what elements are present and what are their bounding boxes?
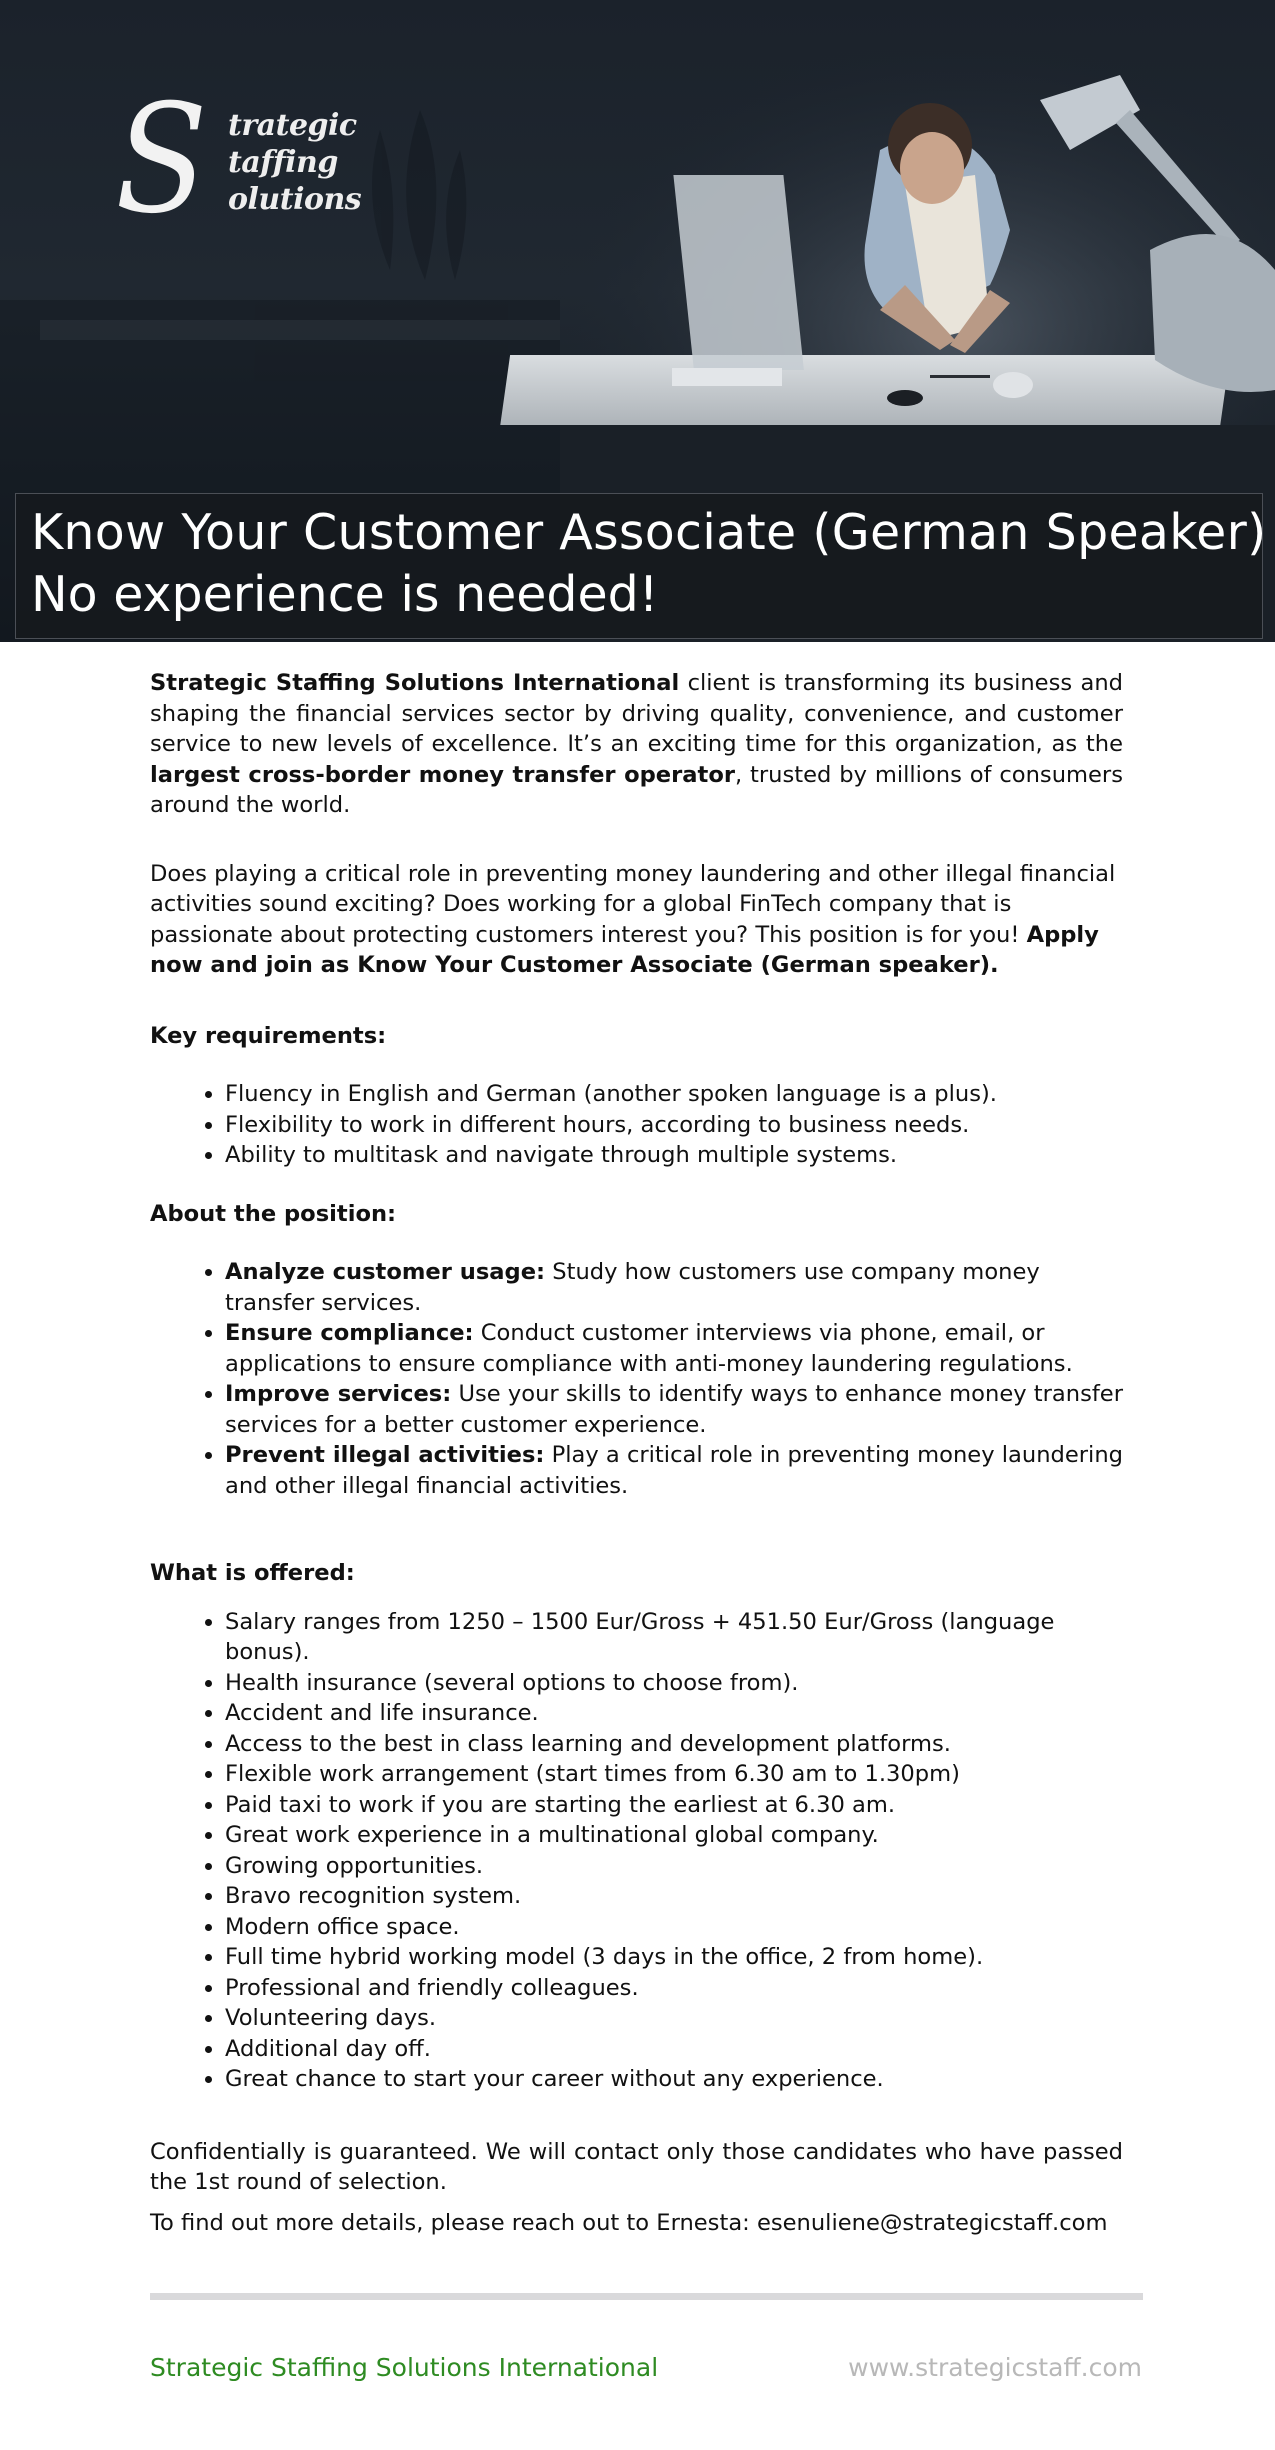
intro-paragraph [150, 668, 1123, 821]
footer-divider [150, 2293, 1143, 2300]
company-name-bold: Strategic Staffing Solutions International [150, 670, 680, 696]
list-item: • Fluency in English and German (another spoken language is a plus). [225, 1079, 1123, 1110]
offered-list [150, 1607, 1123, 2095]
logo-word-2: taffing [228, 145, 338, 180]
list-item: • Great chance to start your career without any experience. [225, 2064, 1123, 2095]
pitch-text: Does playing a critical role in preventing money laundering and other illegal financial activities sound exciting? Does working for a global FinTech company that is passionate about protecting customers interest you? This position is for you! [150, 860, 1116, 948]
requirements-list [150, 1079, 1123, 1171]
list-item: • Modern office space. [225, 1912, 1123, 1943]
list-item: • Flexible work arrangement (start times from 6.30 am to 1.30pm) [225, 1759, 1123, 1790]
list-item: • Health insurance (several options to choose from). [225, 1668, 1123, 1699]
list-item: • Accident and life insurance. [225, 1698, 1123, 1729]
pitch-paragraph [150, 859, 1123, 981]
list-item [225, 1440, 1123, 1501]
job-description [150, 668, 1123, 2238]
job-subtitle: No experience is needed! [31, 566, 659, 623]
list-item [225, 1257, 1123, 1318]
intro-text-2: , trusted by millions of consumers around the world. [150, 761, 1123, 818]
position-list [150, 1257, 1123, 1501]
footer-company: Strategic Staffing Solutions International [150, 2353, 659, 2382]
item-title: Prevent illegal activities: [225, 1442, 545, 1468]
list-item: • Paid taxi to work if you are starting the earliest at 6.30 am. [225, 1790, 1123, 1821]
list-item: • Bravo recognition system. [225, 1881, 1123, 1912]
item-text: Conduct customer interviews via phone, email, or applications to ensure compliance with anti-money laundering regulations. [225, 1320, 1073, 1377]
item-text: Play a critical role in preventing money laundering and other illegal financial activities. [225, 1442, 1123, 1499]
list-item: • Additional day off. [225, 2034, 1123, 2065]
list-item: • Professional and friendly colleagues. [225, 1973, 1123, 2004]
offered-heading: What is offered: [150, 1560, 355, 1586]
list-item: • Ability to multitask and navigate through multiple systems. [225, 1140, 1123, 1171]
footer-website-link[interactable]: www.strategicstaff.com [848, 2353, 1142, 2382]
list-item: • Great work experience in a multinational global company. [225, 1820, 1123, 1851]
contact-line: To find out more details, please reach out to Ernesta: esenuliene@strategicstaff.com [150, 2209, 1108, 2236]
logo-word-3: olutions [228, 182, 362, 217]
hero-banner [0, 0, 1275, 642]
confidentiality-note: Confidentially is guaranteed. We will contact only those candidates who have passed the 1st round of selection. [150, 2138, 1123, 2195]
item-title: Ensure compliance: [225, 1320, 474, 1346]
list-item [225, 1379, 1123, 1440]
company-logo [110, 73, 362, 247]
list-item: • Access to the best in class learning and development platforms. [225, 1729, 1123, 1760]
list-item: • Full time hybrid working model (3 days in the office, 2 from home). [225, 1942, 1123, 1973]
intro-text-1: client is transforming its business and shaping the financial services sector by driving quality, convenience, and customer service to new levels of excellence. It’s an exciting time for this organization, as the [150, 670, 1123, 757]
item-title: Analyze customer usage: [225, 1259, 546, 1285]
list-item [225, 1318, 1123, 1379]
list-item: • Volunteering days. [225, 2003, 1123, 2034]
job-title: Know Your Customer Associate (German Speaker) [31, 504, 1267, 561]
item-text: Study how customers use company money transfer services. [225, 1259, 1040, 1316]
apply-call-to-action: Apply now and join as Know Your Customer Associate (German speaker). [150, 921, 1099, 978]
logo-letter: S [115, 73, 208, 247]
requirements-heading: Key requirements: [150, 1022, 387, 1049]
list-item: • Salary ranges from 1250 – 1500 Eur/Gross + 451.50 Eur/Gross (language bonus). [225, 1607, 1123, 1668]
list-item: • Flexibility to work in different hours, according to business needs. [225, 1110, 1123, 1141]
operator-bold: largest cross-border money transfer operator [150, 761, 735, 788]
logo-word-1: trategic [228, 108, 357, 143]
item-title: Improve services: [225, 1381, 452, 1407]
job-title-banner [15, 493, 1267, 639]
list-item: • Growing opportunities. [225, 1851, 1123, 1882]
item-text: Use your skills to identify ways to enhance money transfer services for a better customer experience. [225, 1381, 1123, 1438]
position-heading: About the position: [150, 1200, 397, 1227]
